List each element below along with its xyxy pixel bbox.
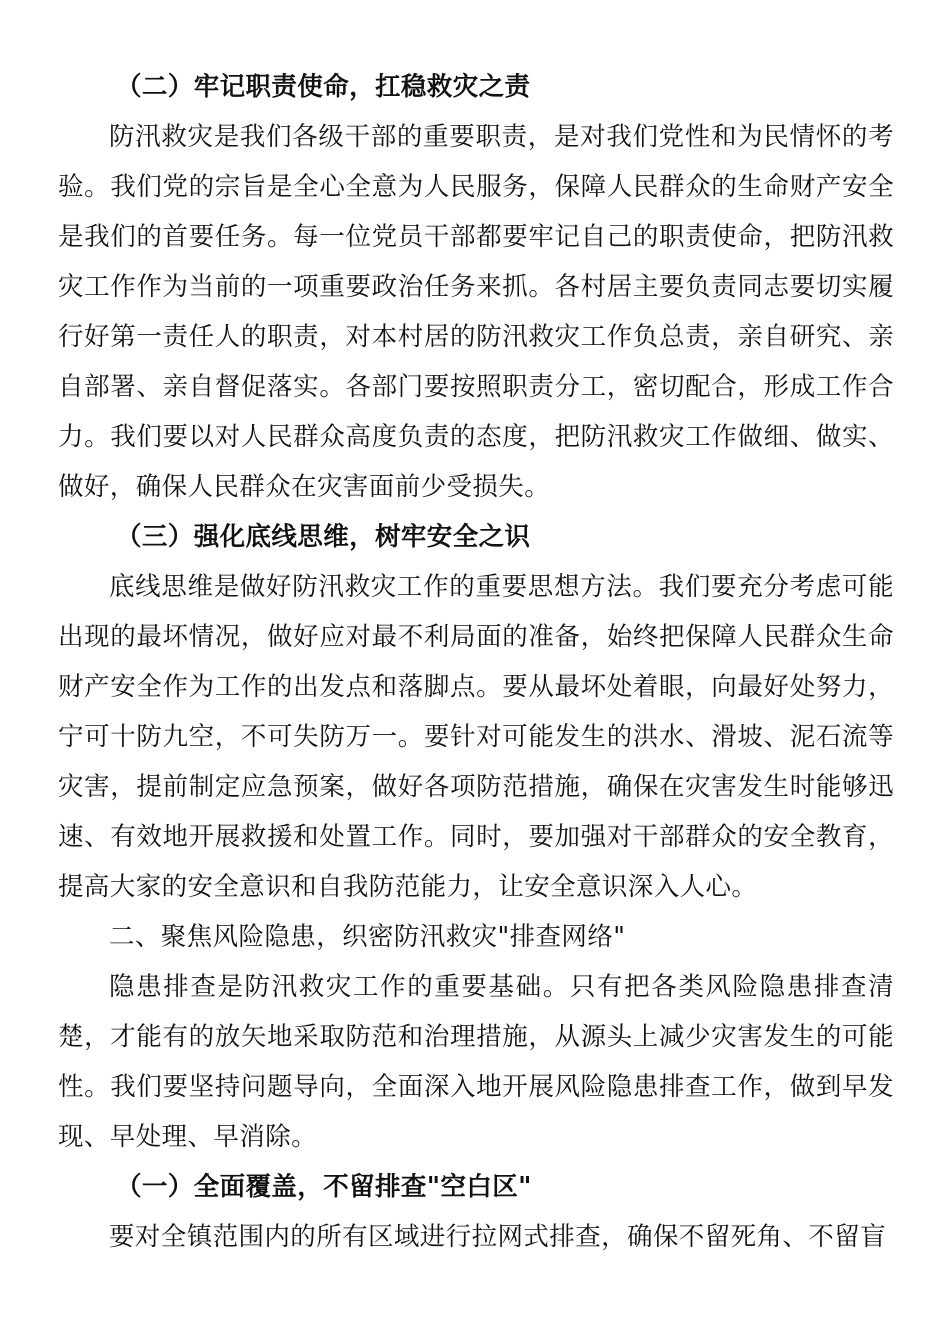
heading-full-coverage: （一）全面覆盖，不留排查"空白区"	[116, 1172, 532, 1202]
heading-duties-mission: （二）牢记职责使命，扛稳救灾之责	[116, 72, 531, 102]
paragraph-duties-mission: 防汛救灾是我们各级干部的重要职责，是对我们党性和为民情怀的考验。我们党的宗旨是全心全意为人民服务，保障人民群众的生命财产安全是我们的首要任务。每一位党员干部都要牢记自己的职责使命，把防汛救灾工作作为当前的一项重要政治任务来抓。各村居主要负责同志要切实履行好第一责任人的职责，对本村居的防汛救灾工作负总责，亲自研究、亲自部署、亲自督促落实。各部门要按照职责分工，密切配合，形成工作合力。我们要以对人民群众高度负责的态度，把防汛救灾工作做细、做实、做好，确保人民群众在灾害面前少受损失。	[58, 122, 894, 502]
document-page	[58, 62, 894, 1262]
heading-bottom-line-thinking: （三）强化底线思维，树牢安全之识	[116, 522, 531, 552]
paragraph-bottom-line-thinking: 底线思维是做好防汛救灾工作的重要思想方法。我们要充分考虑可能出现的最坏情况，做好应对最不利局面的准备，始终把保障人民群众生命财产安全作为工作的出发点和落脚点。要从最坏处着眼，向最好处努力，宁可十防九空，不可失防万一。要针对可能发生的洪水、滑坡、泥石流等灾害，提前制定应急预案，做好各项防范措施，确保在灾害发生时能够迅速、有效地开展救援和处置工作。同时，要加强对干部群众的安全教育，提高大家的安全意识和自我防范能力，让安全意识深入人心。	[58, 572, 894, 902]
section-title-risk-hazards: 二、聚焦风险隐患，织密防汛救灾"排查网络"	[109, 922, 626, 952]
paragraph-risk-hazards: 隐患排查是防汛救灾工作的重要基础。只有把各类风险隐患排查清楚，才能有的放矢地采取防范和治理措施，从源头上减少灾害发生的可能性。我们要坚持问题导向，全面深入地开展风险隐患排查工作，做到早发现、早处理、早消除。	[58, 972, 894, 1152]
paragraph-full-coverage: 要对全镇范围内的所有区域进行拉网式排查，确保不留死角、不留盲	[109, 1222, 887, 1252]
